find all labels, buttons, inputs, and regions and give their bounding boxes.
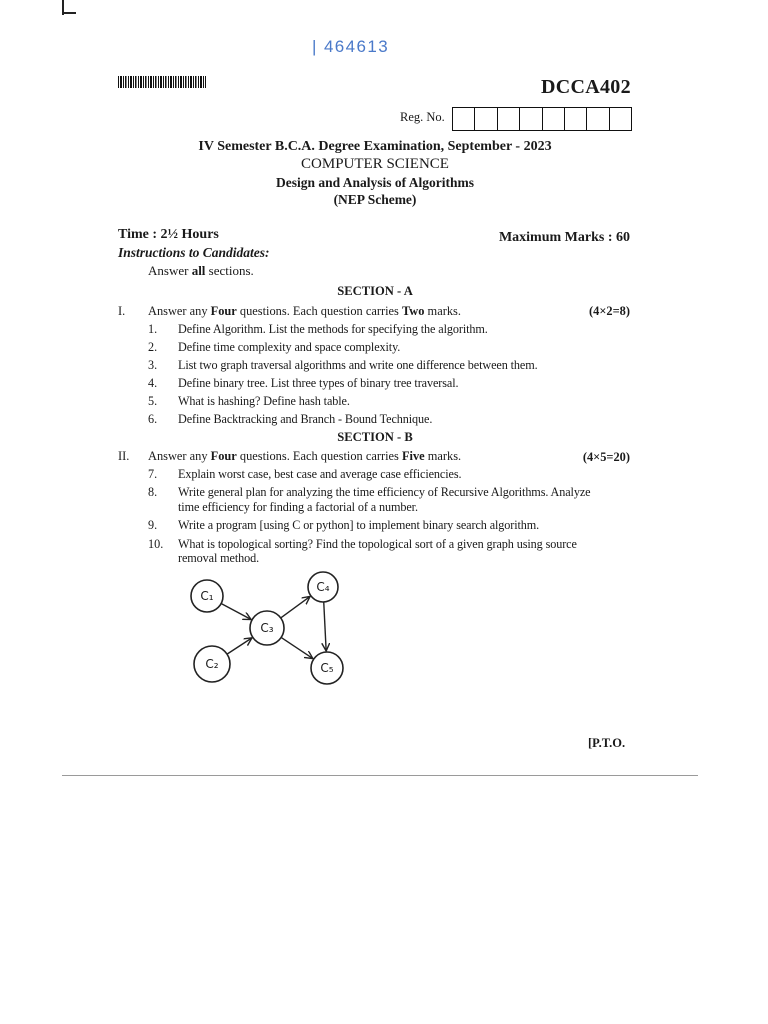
graph-node-label: C₅ bbox=[320, 661, 334, 675]
question-1 bbox=[148, 323, 488, 335]
instruction-part: sections. bbox=[205, 263, 254, 278]
maximum-marks: Maximum Marks : 60 bbox=[498, 230, 630, 245]
graph-node-label: C₁ bbox=[200, 589, 214, 603]
question-10-continuation: removal method. bbox=[178, 551, 260, 565]
please-turn-over: [P.T.O. bbox=[588, 736, 626, 750]
reg-no-box bbox=[543, 108, 565, 130]
question-number: 9. bbox=[148, 518, 158, 532]
question-number: 3. bbox=[148, 358, 158, 372]
question-number: 4. bbox=[148, 376, 158, 390]
barcode bbox=[118, 76, 206, 88]
instruction-emphasis: all bbox=[191, 263, 206, 278]
graph-node-label: C₄ bbox=[316, 580, 330, 594]
reg-no-box bbox=[498, 108, 520, 130]
reg-no-boxes bbox=[452, 107, 632, 131]
graph-edge bbox=[221, 604, 251, 620]
question-number: 5. bbox=[148, 394, 158, 408]
question-text: Write a program [using C or python] to implement binary search algorithm. bbox=[178, 518, 540, 532]
section-a-directions bbox=[148, 305, 461, 317]
reg-no-box bbox=[587, 108, 609, 130]
question-text: What is topological sorting? Find the topological sort of a given graph using source bbox=[178, 537, 577, 551]
question-8-continuation: time efficiency for finding a factorial of a number. bbox=[178, 500, 418, 514]
section-a-marks: (4×2=8) bbox=[589, 304, 630, 318]
instruction-part: Answer bbox=[148, 263, 192, 278]
question-number: 8. bbox=[148, 485, 158, 499]
section-b-directions bbox=[148, 450, 461, 462]
question-8 bbox=[148, 486, 590, 498]
directions-emphasis: Four bbox=[210, 449, 237, 463]
directions-text: Answer any bbox=[148, 304, 211, 318]
page-bottom-edge bbox=[62, 775, 698, 776]
reg-no-box bbox=[453, 108, 475, 130]
question-number: 6. bbox=[148, 412, 158, 426]
directions-text: questions. Each question carries bbox=[236, 449, 402, 463]
paper-title: Design and Analysis of Algorithms bbox=[275, 175, 475, 190]
question-text: Write general plan for analyzing the time efficiency of Recursive Algorithms. Analyze bbox=[178, 485, 591, 499]
question-text: Define Algorithm. List the methods for specifying the algorithm. bbox=[178, 322, 488, 336]
section-a-heading: SECTION - A bbox=[337, 284, 413, 298]
reg-no-label: Reg. No. bbox=[400, 110, 445, 124]
question-9 bbox=[148, 519, 539, 531]
graph-edge bbox=[324, 602, 326, 651]
question-number: 1. bbox=[148, 322, 158, 336]
exam-title: IV Semester B.C.A. Degree Examination, September - 2023 bbox=[198, 139, 552, 154]
instructions-heading: Instructions to Candidates: bbox=[118, 245, 270, 260]
question-text: Define Backtracking and Branch - Bound Technique. bbox=[178, 412, 433, 426]
reg-no-box bbox=[565, 108, 587, 130]
directions-emphasis: Five bbox=[401, 449, 425, 463]
corner-mark-horizontal bbox=[62, 12, 76, 14]
reg-no-box bbox=[475, 108, 497, 130]
section-b-heading: SECTION - B bbox=[337, 430, 413, 444]
question-text: Explain worst case, best case and average case efficiencies. bbox=[178, 467, 462, 481]
question-text: Define time complexity and space complexity. bbox=[178, 340, 401, 354]
section-b-marks: (4×5=20) bbox=[582, 450, 630, 464]
question-3 bbox=[148, 359, 538, 371]
question-2 bbox=[148, 341, 400, 353]
graph-node-label: C₂ bbox=[205, 657, 219, 671]
exam-duration: Time : 2½ Hours bbox=[118, 227, 219, 242]
question-number: 7. bbox=[148, 467, 158, 481]
question-number: 2. bbox=[148, 340, 158, 354]
directions-text: marks. bbox=[424, 449, 462, 463]
graph-edge bbox=[281, 637, 313, 658]
question-text: List two graph traversal algorithms and write one difference between them. bbox=[178, 358, 538, 372]
directions-emphasis: Four bbox=[210, 304, 237, 318]
scheme-title: (NEP Scheme) bbox=[333, 192, 417, 207]
question-number: 10. bbox=[148, 537, 164, 551]
instructions-text bbox=[148, 264, 254, 277]
directions-emphasis: Two bbox=[401, 304, 425, 318]
graph-edge bbox=[281, 596, 310, 618]
question-7 bbox=[148, 468, 461, 480]
question-5 bbox=[148, 395, 350, 407]
serial-number-stamp: | 464613 bbox=[312, 37, 390, 56]
directions-text: Answer any bbox=[148, 449, 211, 463]
question-10 bbox=[148, 538, 577, 550]
section-a-number: I. bbox=[118, 304, 126, 318]
section-b-number: II. bbox=[118, 449, 130, 463]
graph-edge bbox=[227, 638, 252, 654]
graph-node-label: C₃ bbox=[260, 621, 274, 635]
question-4 bbox=[148, 377, 458, 389]
directions-text: marks. bbox=[424, 304, 461, 318]
reg-no-box bbox=[520, 108, 542, 130]
topological-sort-graph bbox=[180, 565, 360, 695]
question-6 bbox=[148, 413, 432, 425]
question-text: Define binary tree. List three types of binary tree traversal. bbox=[178, 376, 459, 390]
paper-code: DCCA402 bbox=[541, 76, 631, 98]
directions-text: questions. Each question carries bbox=[236, 304, 402, 318]
question-text: What is hashing? Define hash table. bbox=[178, 394, 350, 408]
subject-title: COMPUTER SCIENCE bbox=[301, 156, 449, 172]
reg-no-box bbox=[610, 108, 631, 130]
